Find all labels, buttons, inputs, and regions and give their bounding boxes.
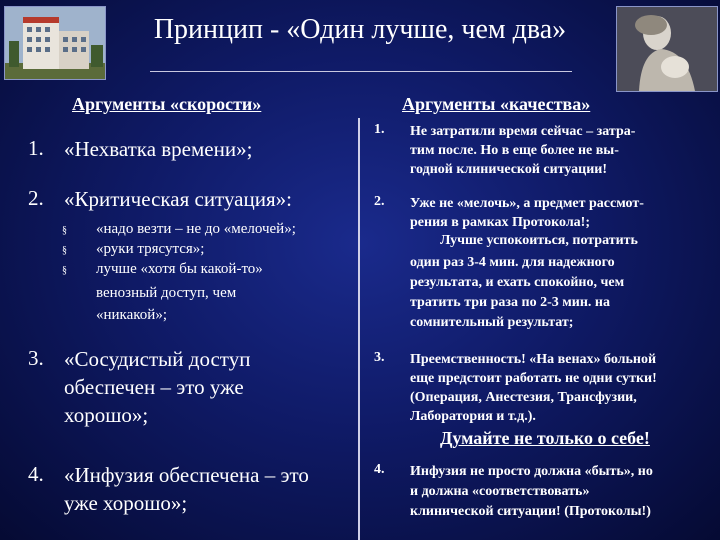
item-number: 4. (374, 462, 385, 477)
think-not-only-of-yourself-note: Думайте не только о себе! (440, 428, 650, 448)
sub-item-text: венозный доступ, чем (96, 285, 237, 301)
mother-and-child-photo (616, 6, 718, 92)
item-text: «Сосудистый доступ (64, 347, 251, 371)
item-text: и должна «соответствовать» (410, 484, 590, 499)
item-text: Лучше успокоиться, потратить (440, 233, 638, 248)
bullet-icon: § (62, 265, 67, 276)
item-text: один раз 3-4 мин. для надежного (410, 255, 615, 270)
item-number: 4. (28, 462, 44, 486)
quality-arguments-heading: Аргументы «качества» (402, 94, 591, 114)
sub-item-text: лучше «хотя бы какой-то» (96, 261, 263, 277)
item-number: 3. (374, 350, 385, 365)
item-text: рения в рамках Протокола!; (410, 215, 591, 230)
slide-title: Принцип - «Один лучше, чем два» (153, 14, 567, 45)
sub-item-text: «никакой»; (96, 307, 167, 323)
item-number: 3. (28, 346, 44, 370)
column-divider (358, 118, 360, 540)
item-text: (Операция, Анестезия, Трансфузии, (410, 390, 637, 405)
item-text: «Инфузия обеспечена – это (64, 463, 309, 487)
item-number: 2. (28, 186, 44, 210)
item-text: хорошо»; (64, 403, 149, 427)
item-text: Лаборатория и т.д.). (410, 409, 536, 424)
item-text: Уже не «мелочь», а предмет рассмот- (410, 196, 644, 211)
title-divider (150, 71, 572, 72)
item-number: 1. (28, 136, 44, 160)
item-text: Инфузия не просто должна «быть», но (410, 464, 653, 479)
item-text: еще предстоит работать не одни сутки! (410, 371, 657, 386)
item-number: 1. (374, 122, 385, 137)
item-text: сомнительный результат; (410, 315, 574, 330)
item-text: «Критическая ситуация»: (64, 187, 292, 211)
bullet-icon: § (62, 245, 67, 256)
sub-item-text: «надо везти – не до «мелочей»; (96, 221, 296, 237)
sub-item-text: «руки трясутся»; (96, 241, 205, 257)
item-text: «Нехватка времени»; (64, 137, 253, 161)
item-text: уже хорошо»; (64, 491, 188, 515)
hospital-building-photo (4, 6, 106, 80)
item-text: обеспечен – это уже (64, 375, 244, 399)
item-number: 2. (374, 194, 385, 209)
bullet-icon: § (62, 225, 67, 236)
item-text: годной клинической ситуации! (410, 162, 608, 177)
item-text: Не затратили время сейчас – затра- (410, 124, 636, 139)
item-text: Преемственность! «На венах» больной (410, 352, 657, 367)
item-text: результата, и ехать спокойно, чем (410, 275, 625, 290)
item-text: тратить три раза по 2-3 мин. на (410, 295, 610, 310)
item-text: клинической ситуации! (Протоколы!) (410, 504, 651, 519)
speed-arguments-heading: Аргументы «скорости» (72, 94, 262, 114)
item-text: тим после. Но в еще более не вы- (410, 143, 619, 158)
